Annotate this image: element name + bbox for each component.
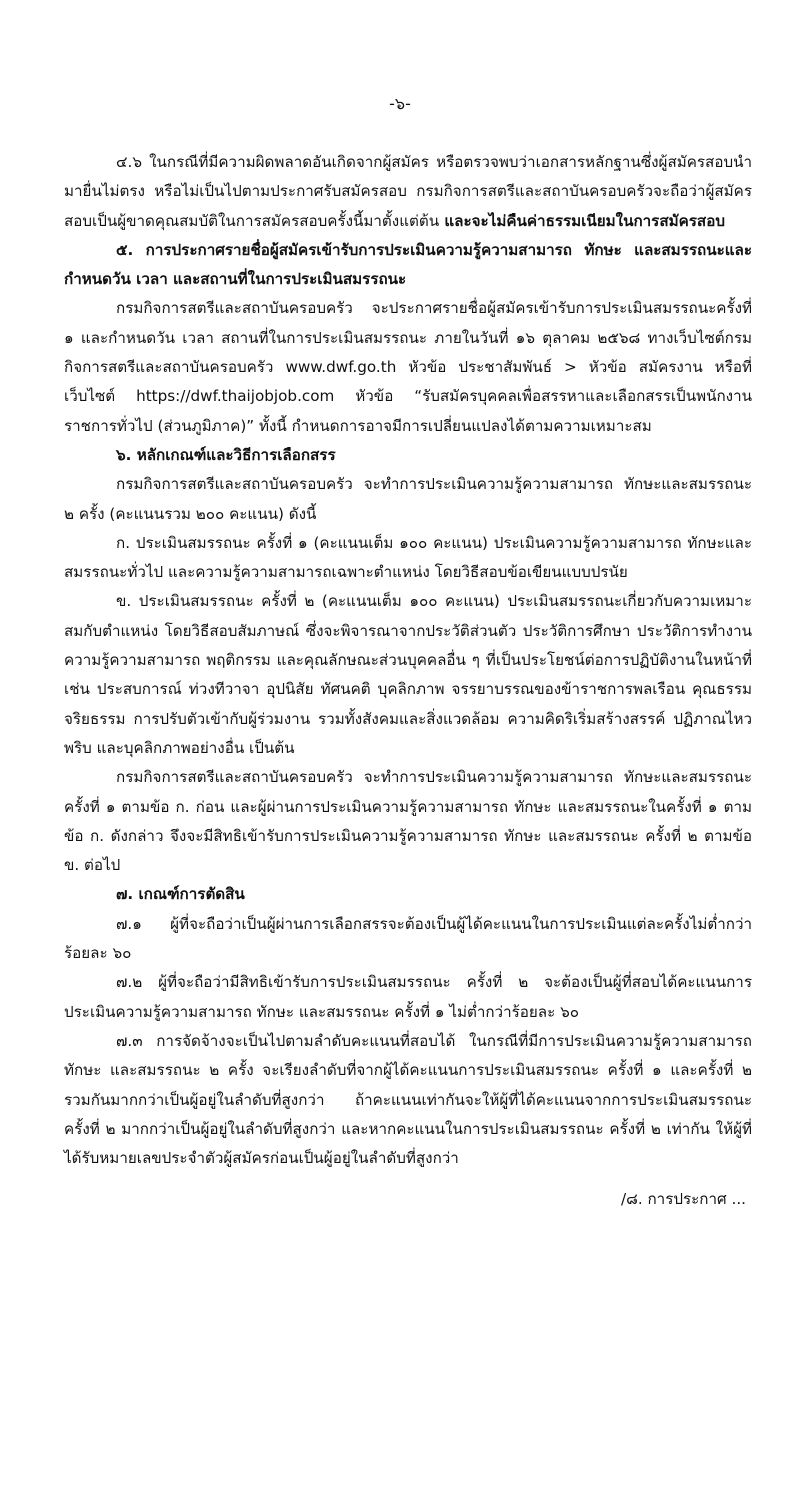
paragraph-7-2: ๗.๒ ผู้ที่จะถือว่ามีสิทธิเข้ารับการประเมินสมรรถนะ ครั้งที่ ๒ จะต้องเป็นผู้ที่สอบได้คะแนนการประเมินความรู้ความสามารถ ทักษะ และสมรรถนะ ครั้งที่ ๑ ไม่ต่ำกว่าร้อยละ ๖๐ <box>64 973 752 1021</box>
section-heading-7: ๗. เกณฑ์การตัดสิน <box>116 885 245 904</box>
page-number: -๖- <box>389 94 411 113</box>
paragraph-7-3: ๗.๓ การจัดจ้างจะเป็นไปตามลำดับคะแนนที่สอบได้ ในกรณีที่มีการประเมินความรู้ความสามารถ ทักษะ และสมรรถนะ ๒ ครั้ง จะเรียงลำดับที่จากผู้ได้คะแนนการประเมินสมรรถนะ ครั้งที่ ๑ และครั้งที่ ๒ รวมกันมากกว่าเป็นผู้อยู่ในลำดับที่สูงกว่า ถ้าคะแนนเท่ากันจะให้ผู้ที่ได้คะแนนจากการประเมินสมรรถนะ ครั้งที่ ๒ มากกว่าเป็นผู้อยู่ในลำดับที่สูงกว่า และหากคะแนนในการประเมินสมรรถนะ ครั้งที่ ๒ เท่ากัน ให้ผู้ที่ได้รับหมายเลขประจำตัวผู้สมัครก่อนเป็นผู้อยู่ในลำดับที่สูงกว่า <box>64 1031 752 1168</box>
continuation-note: /๘. การประกาศ ... <box>620 1190 746 1209</box>
paragraph-7-1: ๗.๑ ผู้ที่จะถือว่าเป็นผู้ผ่านการเลือกสรรจะต้องเป็นผู้ได้คะแนนในการประเมินแต่ละครั้งไม่ต่ำกว่าร้อยละ ๖๐ <box>64 914 752 963</box>
paragraph-6-b: ข. ประเมินสมรรถนะ ครั้งที่ ๒ (คะแนนเต็ม ๑๐๐ คะแนน) ประเมินสมรรถนะเกี่ยวกับความเหมาะสมกับตำแหน่ง โดยวิธีสอบสัมภาษณ์ ซึ่งจะพิจารณาจากประวัติส่วนตัว ประวัติการศึกษา ประวัติการทำงาน ความรู้ความสามารถ พฤติกรรม และคุณลักษณะส่วนบุคคลอื่น ๆ ที่เป็นประโยชน์ต่อการปฏิบัติงานในหน้าที่ เช่น ประสบการณ์ ท่วงทีวาจา อุปนิสัย ทัศนคติ บุคลิกภาพ จรรยาบรรณของข้าราชการพลเรือน คุณธรรม จริยธรรม การปรับตัวเข้ากับผู้ร่วมงาน รวมทั้งสังคมและสิ่งแวดล้อม ความคิดริเริ่มสร้างสรรค์ ปฏิภาณไหวพริบ และบุคลิกภาพอย่างอื่น เป็นต้น <box>64 592 752 757</box>
paragraph-4-6 <box>64 148 752 236</box>
section-heading-5: ๕. การประกาศรายชื่อผู้สมัครเข้ารับการประเมินความรู้ความสามารถ ทักษะ และสมรรถนะและกำหนดวัน เวลา และสถานที่ในการประเมินสมรรถนะ <box>64 240 752 289</box>
paragraph-6-a: ก. ประเมินสมรรถนะ ครั้งที่ ๑ (คะแนนเต็ม ๑๐๐ คะแนน) ประเมินความรู้ความสามารถ ทักษะและสมรรถนะทั่วไป และความรู้ความสามารถเฉพาะตำแหน่ง โดยวิธีสอบข้อเขียนแบบปรนัย <box>64 533 752 582</box>
paragraph-4-6-bold-tail: และจะไม่คืนค่าธรรมเนียมในการสมัครสอบ <box>439 211 725 230</box>
paragraph-5: กรมกิจการสตรีและสถาบันครอบครัว จะประกาศรายชื่อผู้สมัครเข้ารับการประเมินสมรรถนะครั้งที่ ๑ และกำหนดวัน เวลา สถานที่ในการประเมินสมรรถนะ ภายในวันที่ ๑๖ ตุลาคม ๒๕๖๘ ทางเว็บไซต์กรมกิจการสตรีและสถาบันครอบครัว www.dwf.go.th หัวข้อ ประชาสัมพันธ์ > หัวข้อ สมัครงาน หรือที่เว็บไซต์ https://dwf.thaijobjob.com หัวข้อ “รับสมัครบุคคลเพื่อสรรหาและเลือกสรรเป็นพนักงานราชการทั่วไป (ส่วนภูมิภาค)” ทั้งนี้ กำหนดการอาจมีการเปลี่ยนแปลงได้ตามความเหมาะสม <box>64 299 752 435</box>
paragraph-6-c: กรมกิจการสตรีและสถาบันครอบครัว จะทำการประเมินความรู้ความสามารถ ทักษะและสมรรถนะ ครั้งที่ ๑ ตามข้อ ก. ก่อน และผู้ผ่านการประเมินความรู้ความสามารถ ทักษะ และสมรรถนะในครั้งที่ ๑ ตามข้อ ก. ดังกล่าว จึงจะมีสิทธิเข้ารับการประเมินความรู้ความสามารถ ทักษะ และสมรรถนะ ครั้งที่ ๒ ตามข้อ ข. ต่อไป <box>64 768 752 875</box>
document-body <box>64 148 752 1215</box>
paragraph-4-6-text: ๔.๖ ในกรณีที่มีความผิดพลาดอันเกิดจากผู้สมัคร หรือตรวจพบว่าเอกสารหลักฐานซึ่งผู้สมัครสอบนำมายื่นไม่ตรง หรือไม่เป็นไปตามประกาศรับสมัครสอบ กรมกิจการสตรีและสถาบันครอบครัวจะถือว่าผู้สมัครสอบเป็นผู้ขาดคุณสมบัติในการสมัครสอบครั้งนี้มาตั้งแต่ต้น <box>64 153 752 230</box>
section-heading-6: ๖. หลักเกณฑ์และวิธีการเลือกสรร <box>116 445 336 464</box>
paragraph-6: กรมกิจการสตรีและสถาบันครอบครัว จะทำการประเมินความรู้ความสามารถ ทักษะและสมรรถนะ ๒ ครั้ง (คะแนนรวม ๒๐๐ คะแนน) ดังนี้ <box>64 475 752 523</box>
